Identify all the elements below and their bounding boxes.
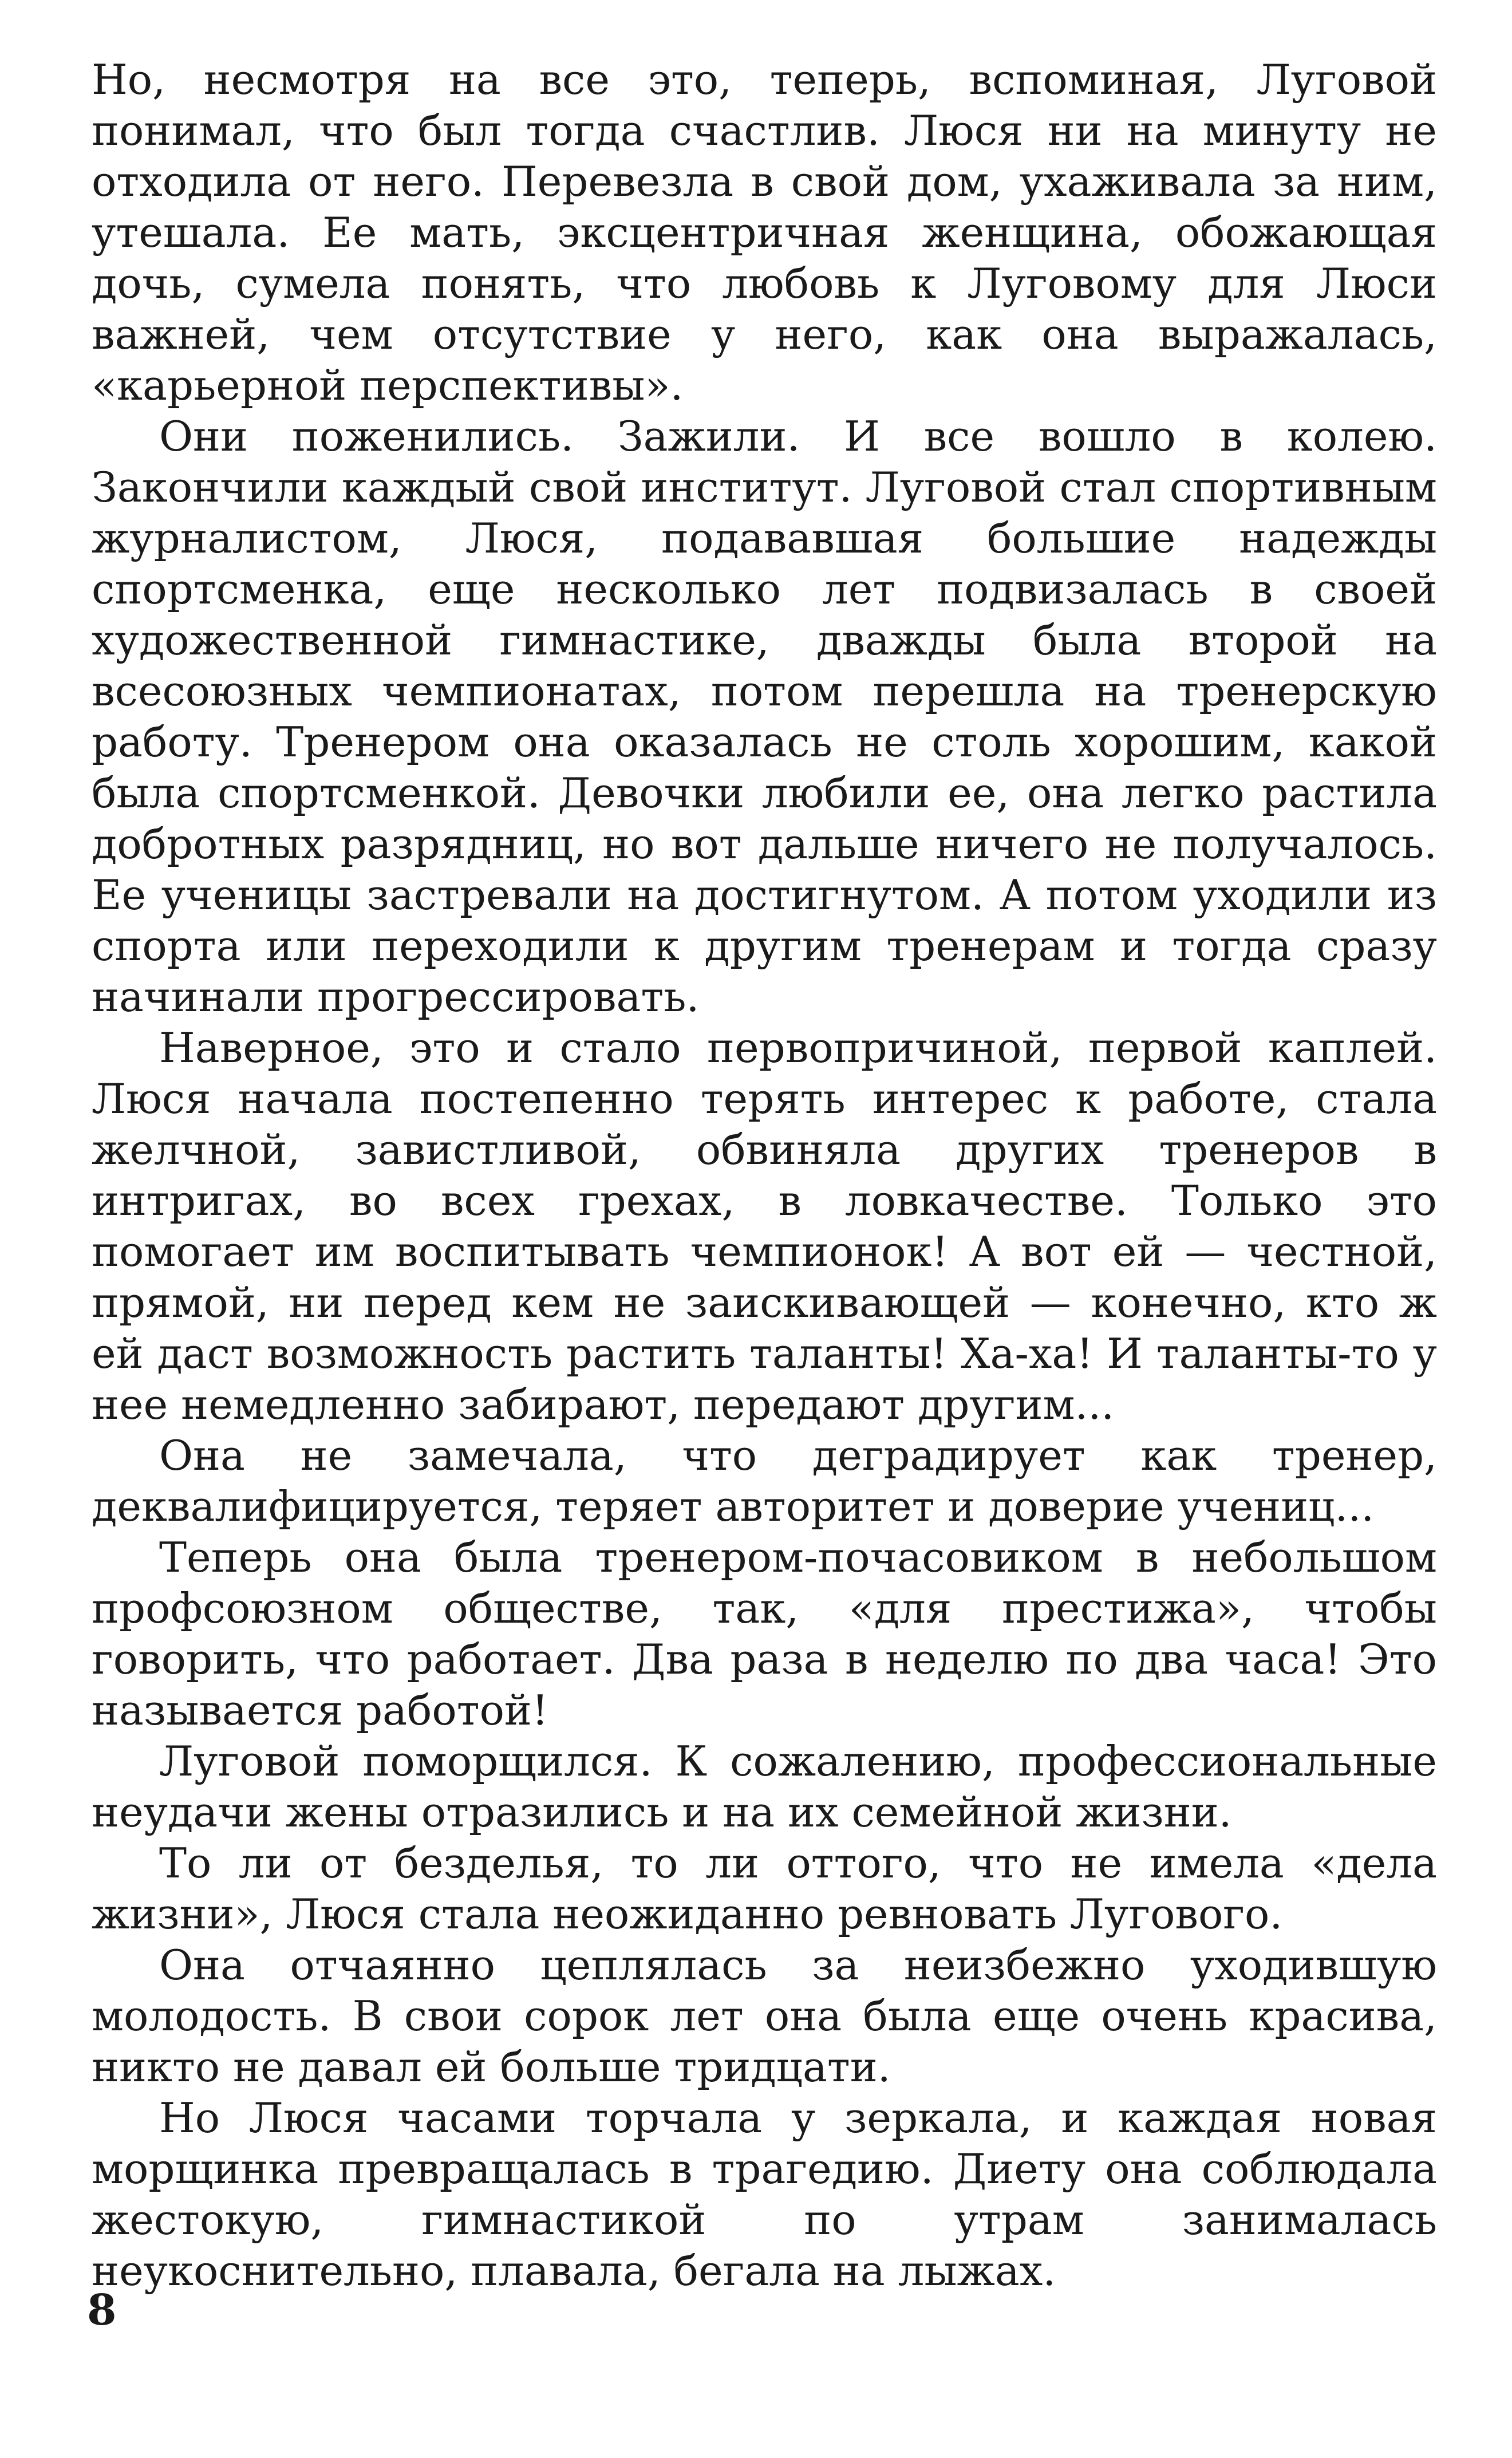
paragraph-2: Они поженились. Зажили. И все вошло в колею. Закончили каждый свой институт. Луговой стал спортивным журналистом, Люся, подававшая большие надежды спортсменка, еще несколько лет подвизалась в своей художественной гимнастике, дважды была второй на всесоюзных чемпионатах, потом перешла на тренерскую работу. Тренером она оказалась не столь хорошим, какой была спортсменкой. Девочки любили ее, она легко растила добротных разрядниц, но вот дальше ничего не получалось. Ее ученицы застревали на достигнутом. А потом уходили из спорта или переходили к другим тренерам и тогда сразу начинали прогрессировать. (92, 412, 1437, 1021)
page-text (92, 54, 1437, 2297)
paragraph-3: Наверное, это и стало первопричиной, первой каплей. Люся начала постепенно терять интерес к работе, стала желчной, завистливой, обвиняла других тренеров в интригах, во всех грехах, в ловкачестве. Только это помогает им воспитывать чемпионок! А вот ей — честной, прямой, ни перед кем не заискивающей — конечно, кто ж ей даст возможность растить таланты! Ха-ха! И таланты-то у нее немедленно забирают, передают другим... (92, 1024, 1437, 1429)
paragraph-5: Теперь она была тренером-почасовиком в небольшом профсоюзном обществе, так, «для престижа», чтобы говорить, что работает. Два раза в неделю по два часа! Это называется работой! (92, 1533, 1437, 1734)
paragraph-9: Но Люся часами торчала у зеркала, и каждая новая морщинка превращалась в трагедию. Диету она соблюдала жестокую, гимнастикой по утрам занималась неукоснительно, плавала, бегала на лыжах. (92, 2094, 1437, 2295)
paragraph-8: Она отчаянно цеплялась за неизбежно уходившую молодость. В свои сорок лет она была еще очень красива, никто не давал ей больше тридцати. (92, 1941, 1437, 2091)
page-number: 8 (87, 2286, 117, 2335)
paragraph-4: Она не замечала, что деградирует как тренер, деквалифицируется, теряет авторитет и доверие учениц... (92, 1431, 1437, 1530)
paragraph-6: Луговой поморщился. К сожалению, профессиональные неудачи жены отразились и на их семейной жизни. (92, 1737, 1437, 1836)
paragraph-7: То ли от безделья, то ли оттого, что не имела «дела жизни», Люся стала неожиданно ревновать Лугового. (92, 1839, 1437, 1938)
paragraph-1: Но, несмотря на все это, теперь, вспоминая, Луговой понимал, что был тогда счастлив. Люся ни на минуту не отходила от него. Перевезла в свой дом, ухаживала за ним, утешала. Ее мать, эксцентричная женщина, обожающая дочь, сумела понять, что любовь к Луговому для Люси важней, чем отсутствие у него, как она выражалась, «карьерной перспективы». (92, 56, 1437, 409)
